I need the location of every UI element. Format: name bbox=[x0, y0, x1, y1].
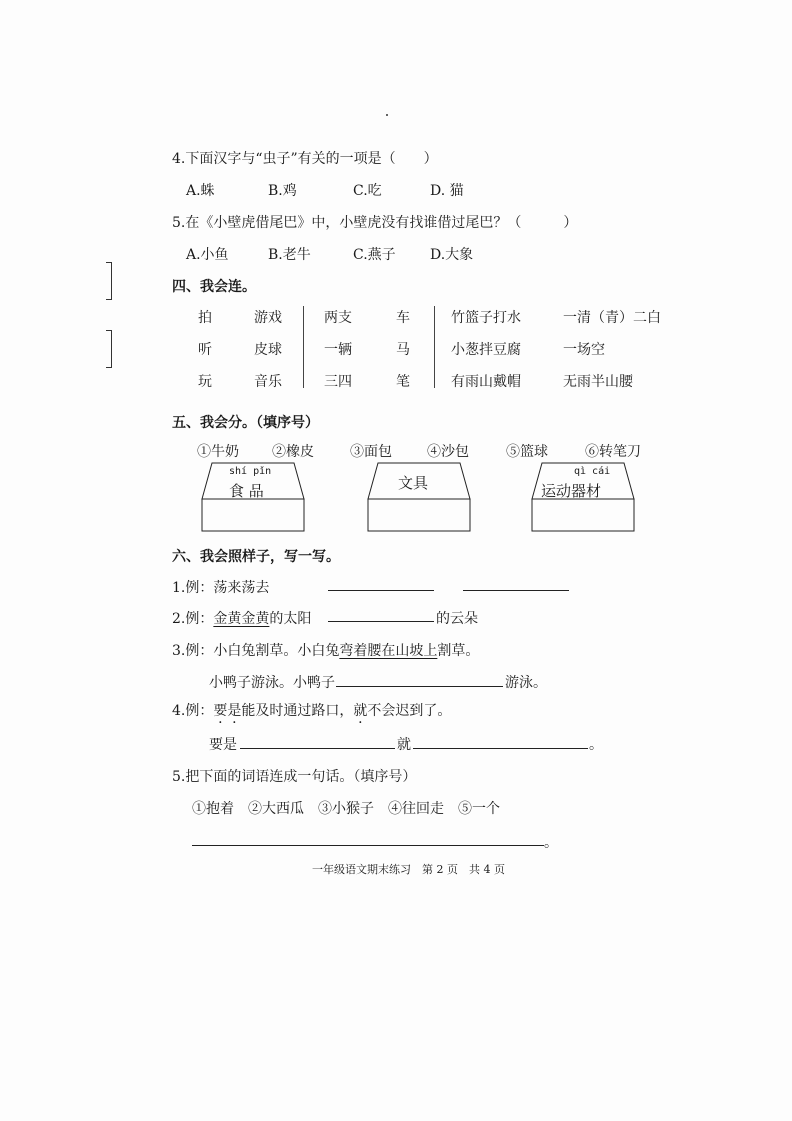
match-1-right-2: 皮球 bbox=[254, 342, 282, 358]
match-1-left-1: 拍 bbox=[198, 310, 212, 326]
match-2-right-2: 马 bbox=[396, 342, 410, 358]
section-4-title: 四、我会连。 bbox=[172, 279, 256, 295]
section-6-q3-underlined: 弯着腰在山坡上 bbox=[339, 643, 438, 659]
section-6-q3-task-suffix: 游泳。 bbox=[505, 675, 547, 691]
section-6-q2-prefix: 2.例： bbox=[172, 611, 214, 627]
section-6-q5-stem: 5.把下面的词语连成一句话。（填序号） bbox=[172, 769, 417, 785]
match-2-left-1: 两支 bbox=[324, 310, 352, 326]
section-6-q2-blank-suffix: 的云朵 bbox=[436, 611, 478, 627]
section-6-q4-middle: 能及时通过路口， bbox=[241, 703, 354, 719]
section-6-q4-prefix: 4.例： bbox=[172, 703, 214, 719]
match-divider-1 bbox=[303, 306, 304, 388]
section-6-q4-emph-jiu: 就 bbox=[353, 703, 368, 719]
section-6-q5-words: ①抱着 ②大西瓜 ③小猴子 ④往回走 ⑤一个 bbox=[192, 801, 500, 817]
section-6-q2-underlined: 金黄金黄 bbox=[213, 611, 270, 627]
match-2-left-2: 一辆 bbox=[324, 342, 352, 358]
sort-item-3: ③面包 bbox=[350, 444, 392, 460]
section-6-q4-task-b: 就 bbox=[397, 737, 411, 753]
section-6-q2-suffix: 的太阳 bbox=[269, 611, 312, 627]
section-6-q1-example: 1.例：荡来荡去 bbox=[172, 580, 270, 596]
section-6-title: 六、我会照样子，写一写。 bbox=[172, 549, 340, 565]
sort-item-4: ④沙包 bbox=[427, 444, 469, 460]
question-4-option-d: D. 猫 bbox=[430, 183, 464, 199]
question-5-option-b: B.老牛 bbox=[268, 247, 311, 263]
section-6-q3-suffix: 割草。 bbox=[437, 643, 480, 659]
match-1-left-2: 听 bbox=[198, 342, 212, 358]
section-6-q1-blank-1[interactable] bbox=[328, 590, 434, 591]
category-box-food-answer-area[interactable] bbox=[202, 499, 304, 531]
question-4-option-b: B.鸡 bbox=[268, 183, 297, 199]
question-5-option-a: A.小鱼 bbox=[186, 247, 229, 263]
section-6-q4-example bbox=[172, 700, 451, 720]
category-box-stationery-answer-area[interactable] bbox=[368, 499, 470, 531]
match-1-right-1: 游戏 bbox=[254, 310, 282, 326]
category-box-sports-answer-area[interactable] bbox=[532, 499, 634, 531]
section-6-q3-task-prefix: 小鸭子游泳。小鸭子 bbox=[209, 675, 335, 691]
match-3-left-2: 小葱拌豆腐 bbox=[451, 342, 521, 358]
match-2-left-3: 三四 bbox=[324, 374, 352, 390]
match-3-left-3: 有雨山戴帽 bbox=[451, 374, 521, 390]
match-divider-2 bbox=[434, 306, 435, 388]
question-5-option-d: D.大象 bbox=[430, 247, 474, 263]
sort-item-6: ⑥转笔刀 bbox=[585, 444, 641, 460]
section-6-q4-blank-1[interactable] bbox=[240, 748, 395, 749]
match-2-right-1: 车 bbox=[396, 310, 410, 326]
section-6-q5-blank[interactable] bbox=[192, 845, 544, 846]
sort-item-1: ①牛奶 bbox=[197, 444, 239, 460]
section-6-q4-emph-shi: 是 bbox=[227, 703, 242, 719]
page-footer: 一年级语文期末练习 第 2 页 共 4 页 bbox=[312, 863, 505, 876]
match-2-right-3: 笔 bbox=[396, 374, 410, 390]
question-4-option-c: C.吃 bbox=[353, 183, 382, 199]
sort-item-2: ②橡皮 bbox=[272, 444, 314, 460]
category-box-stationery-label: 文具 bbox=[398, 474, 429, 492]
question-4-stem: 4.下面汉字与“虫子”有关的一项是（ ） bbox=[172, 151, 438, 167]
section-6-q3-example bbox=[172, 640, 479, 660]
section-6-q4-blank-2[interactable] bbox=[413, 748, 588, 749]
section-6-q4-task-c: 。 bbox=[589, 737, 603, 753]
match-3-right-3: 无雨半山腰 bbox=[563, 374, 633, 390]
category-box-food-label: 食 品 bbox=[229, 482, 264, 500]
match-3-right-1: 一清（青）二白 bbox=[563, 310, 661, 326]
margin-bracket-top bbox=[106, 262, 112, 300]
section-6-q2-example bbox=[172, 608, 311, 628]
sort-item-5: ⑤篮球 bbox=[506, 444, 548, 460]
section-6-q1-blank-2[interactable] bbox=[463, 590, 569, 591]
scan-dot bbox=[386, 114, 388, 116]
question-4-option-a: A.蛛 bbox=[186, 183, 215, 199]
match-3-right-2: 一场空 bbox=[563, 342, 605, 358]
category-box-sports-label: 运动器材 bbox=[541, 482, 602, 500]
section-6-q3-prefix: 3.例：小白兔割草。小白兔 bbox=[172, 643, 340, 659]
section-6-q3-blank[interactable] bbox=[336, 686, 503, 687]
section-6-q5-end: 。 bbox=[544, 835, 558, 851]
margin-bracket-bottom bbox=[106, 330, 112, 368]
section-5-title: 五、我会分。（填序号） bbox=[172, 415, 319, 431]
match-1-right-3: 音乐 bbox=[254, 374, 282, 390]
section-6-q4-task-a: 要是 bbox=[209, 737, 237, 753]
section-6-q4-end: 不会迟到了。 bbox=[367, 703, 452, 719]
category-box-sports-pinyin: qì cái bbox=[574, 466, 611, 477]
match-3-left-1: 竹篮子打水 bbox=[451, 310, 521, 326]
section-6-q2-blank[interactable] bbox=[328, 621, 434, 622]
question-5-stem: 5.在《小壁虎借尾巴》中，小壁虎没有找谁借过尾巴？（ ） bbox=[172, 215, 578, 231]
section-6-q4-emph-yao: 要 bbox=[213, 703, 228, 719]
question-5-option-c: C.燕子 bbox=[353, 247, 396, 263]
category-box-food-pinyin: shí pǐn bbox=[229, 466, 272, 477]
match-1-left-3: 玩 bbox=[198, 374, 212, 390]
